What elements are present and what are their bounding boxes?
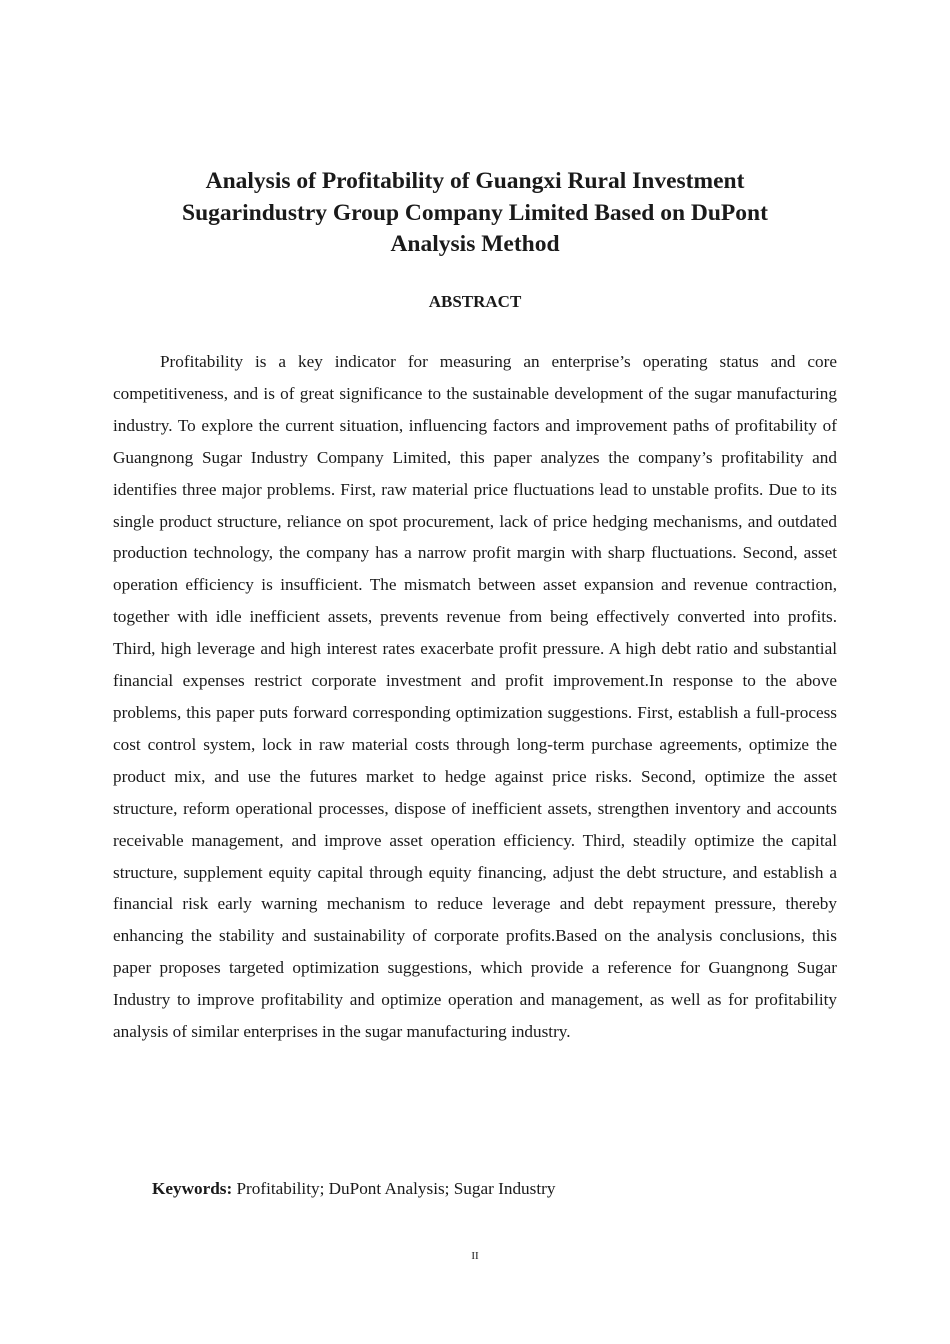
paper-title-line: Analysis Method <box>390 231 560 257</box>
keywords-line <box>152 1177 555 1201</box>
paper-title <box>120 166 830 261</box>
paper-title-line: Sugarindustry Group Company Limited Based on DuPont <box>182 199 768 226</box>
abstract-heading: ABSTRACT <box>428 292 522 311</box>
page-number: II <box>471 1250 479 1262</box>
keywords-value: Profitability; DuPont Analysis; Sugar Industry <box>232 1179 556 1198</box>
abstract-body: Profitability is a key indicator for measuring an enterprise’s operating status and core competitiveness, and is of great significance to the sustainable development of the sugar manufacturing industry. To explore the current situation, influencing factors and improvement paths of profitability of Guangnong Sugar Industry Company Limited, this paper analyzes the company’s profitability and identifies three major problems. First, raw material price fluctuations lead to unstable profits. Due to its single product structure, reliance on spot procurement, lack of price hedging mechanisms, and outdated production technology, the company has a narrow profit margin with sharp fluctuations. Second, asset operation efficiency is insufficient. The mismatch between asset expansion and revenue contraction, together with idle inefficient assets, prevents revenue from being effectively converted into profits. Third, high leverage and high interest rates exacerbate profit pressure. A high debt ratio and substantial financial expenses restrict corporate investment and profit improvement.In response to the above problems, this paper puts forward corresponding optimization suggestions. First, establish a full-process cost control system, lock in raw material costs through long-term purchase agreements, optimize the product mix, and use the futures market to hedge against price risks. Second, optimize the asset structure, reform operational processes, dispose of inefficient assets, strengthen inventory and accounts receivable management, and improve asset operation efficiency. Third, steadily optimize the capital structure, supplement equity capital through equity financing, adjust the debt structure, and establish a financial risk early warning mechanism to reduce leverage and debt repayment pressure, thereby enhancing the stability and sustainability of corporate profits.Based on the analysis conclusions, this paper proposes targeted optimization suggestions, which provide a reference for Guangnong Sugar Industry to improve profitability and optimize operation and management, as well as for profitability analysis of similar enterprises in the sugar manufacturing industry. <box>113 352 837 1042</box>
keywords-label: Keywords: <box>152 1179 233 1198</box>
paper-title-line: Analysis of Profitability of Guangxi Rural Investment <box>205 168 745 194</box>
